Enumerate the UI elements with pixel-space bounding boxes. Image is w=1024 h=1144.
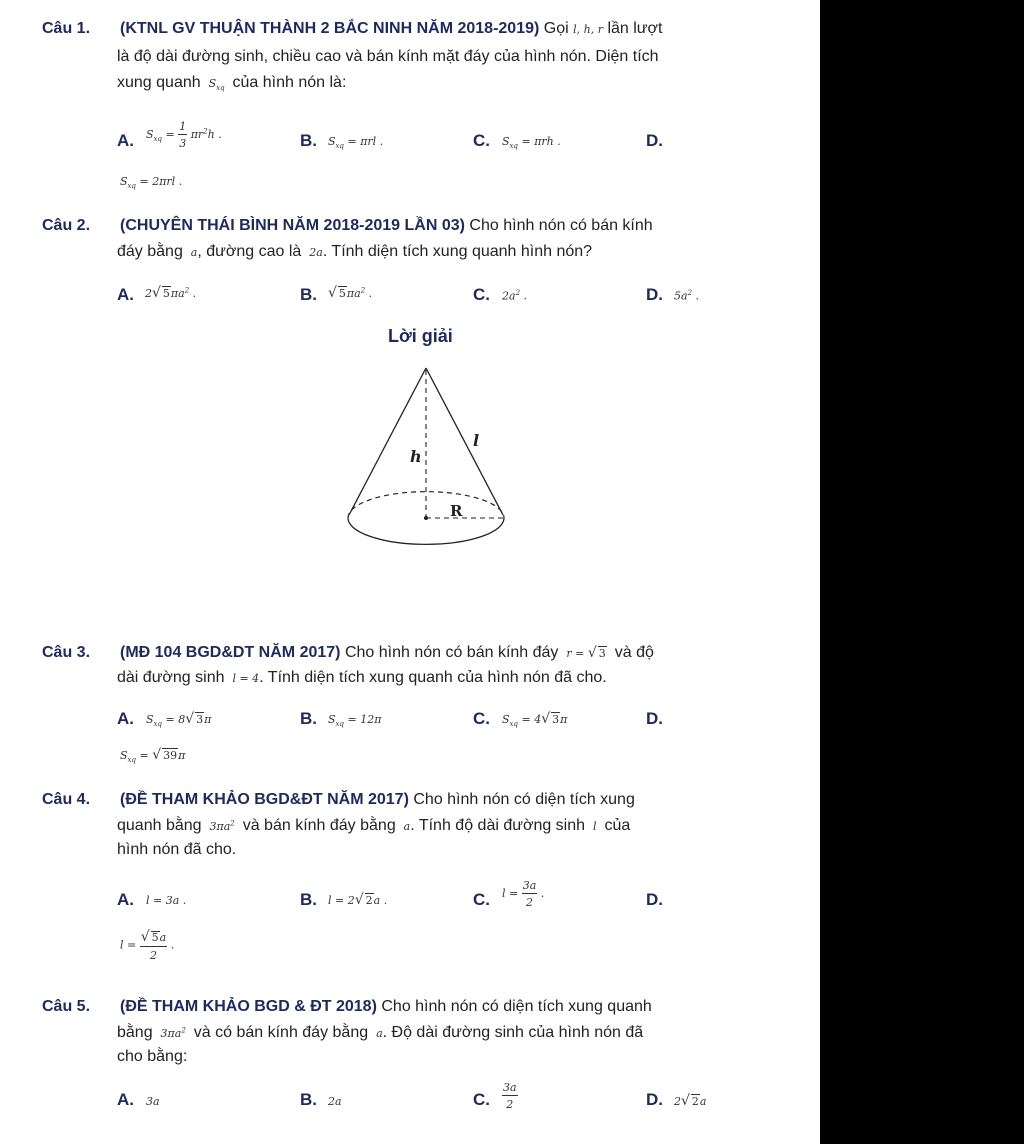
math-expr: $S_{xq}$	[205, 77, 225, 93]
question-text: , đường cao là	[197, 243, 302, 260]
question-text: Gọi	[543, 20, 569, 37]
option-c-math: l = $\frac{3a}{2}$ .	[502, 879, 545, 909]
option-c-label[interactable]: C.	[473, 131, 490, 150]
question-text: Cho hình nón có bán kính	[469, 217, 653, 234]
option-b-math: √ $5\pi a^2$ .	[328, 285, 373, 301]
question-text: của hình nón là:	[232, 74, 347, 91]
option-c-label[interactable]: C.	[473, 285, 490, 304]
question-stem	[120, 217, 653, 235]
option-d-math: $S_{xq}$ = √ 39π	[120, 747, 186, 765]
cone-base-front-edge	[348, 518, 504, 544]
question-source: (ĐỀ THAM KHẢO BGD & ĐT 2018)	[120, 998, 377, 1015]
question-text: và bán kính đáy bằng	[242, 817, 396, 834]
math-expr: a	[187, 246, 198, 259]
question-text: . Tính độ dài đường sinh	[410, 817, 586, 834]
option-b-math: $S_{xq} = 12\pi$	[328, 713, 382, 729]
question-stem	[120, 644, 654, 662]
option-a-label[interactable]: A.	[117, 890, 134, 909]
label-l: l	[473, 431, 480, 450]
option-c-label[interactable]: C.	[473, 890, 490, 909]
question-source: (CHUYÊN THÁI BÌNH NĂM 2018-2019 LẦN 03)	[120, 217, 465, 234]
question-number: Câu 5.	[42, 998, 91, 1015]
question-source: (KTNL GV THUẬN THÀNH 2 BẮC NINH NĂM 2018-2019)	[120, 20, 540, 37]
question-text: . Tính diện tích xung quanh của hình nón đã cho.	[259, 669, 607, 686]
option-c-math: $S_{xq} = \pi rh$ .	[502, 135, 561, 151]
cone-right-edge	[426, 368, 503, 515]
question-text-line	[117, 74, 346, 92]
option-b-label[interactable]: B.	[300, 709, 317, 728]
option-d-math: 2√ 2a	[674, 1093, 707, 1109]
option-a-math: l = 3a .	[146, 894, 187, 907]
question-text: . Độ dài đường sinh của hình nón đã	[382, 1024, 644, 1041]
question-text: đáy bằng	[117, 243, 183, 260]
question-text: và có bán kính đáy bằng	[193, 1024, 369, 1041]
question-stem	[120, 20, 662, 38]
option-a-math: $S_{xq} = 8√$ 3π	[146, 711, 212, 729]
cone-figure	[340, 360, 520, 550]
question-text-line	[117, 669, 607, 687]
question-number: Câu 4.	[42, 791, 91, 808]
question-text-line	[117, 817, 630, 835]
option-d-label[interactable]: D.	[646, 1090, 663, 1109]
option-c-label[interactable]: C.	[473, 709, 490, 728]
question-source: (ĐỀ THAM KHẢO BGD&ĐT NĂM 2017)	[120, 791, 409, 808]
label-h: h	[410, 447, 422, 466]
option-a-label[interactable]: A.	[117, 1090, 134, 1109]
option-d-label[interactable]: D.	[646, 131, 663, 150]
question-text: Cho hình nón có bán kính đáy	[344, 644, 559, 661]
question-text-line	[117, 1024, 643, 1042]
option-d-math: $5a^2$ .	[674, 289, 700, 303]
question-source: (MĐ 104 BGD&DT NĂM 2017)	[120, 644, 341, 661]
math-expr: l	[589, 820, 600, 833]
math-expr: a	[372, 1027, 383, 1040]
option-c-math: $S_{xq} = 4√$ 3π	[502, 711, 568, 729]
question-text: bằng	[117, 1024, 153, 1041]
question-number: Câu 2.	[42, 217, 91, 234]
option-d-label[interactable]: D.	[646, 709, 663, 728]
label-R: R	[450, 502, 463, 520]
question-text: Cho hình nón có diện tích xung	[413, 791, 635, 808]
question-text: . Tính diện tích xung quanh hình nón?	[322, 243, 593, 260]
question-text: là độ dài đường sinh, chiều cao và bán kính mặt đáy của hình nón. Diện tích	[117, 48, 659, 65]
question-stem	[120, 791, 635, 809]
math-expr: 2a	[305, 246, 323, 259]
option-a-label[interactable]: A.	[117, 131, 134, 150]
math-expr: l = 4	[228, 672, 260, 685]
cone-left-edge	[349, 368, 426, 515]
question-text: lần lượt	[607, 20, 663, 37]
question-number: Câu 3.	[42, 644, 91, 661]
question-text: và độ	[614, 644, 654, 661]
option-b-math: 2a	[328, 1095, 342, 1108]
question-stem	[120, 998, 652, 1016]
option-c-label[interactable]: C.	[473, 1090, 490, 1109]
math-expr: $3\pi a^2$	[205, 819, 235, 833]
question-text-line	[117, 243, 592, 261]
option-b-label[interactable]: B.	[300, 131, 317, 150]
question-text: của	[604, 817, 631, 834]
option-a-math: $S_{xq}$ = $\frac{1}{3}$ $\pi r^2h$ .	[146, 120, 222, 150]
option-b-label[interactable]: B.	[300, 285, 317, 304]
option-b-label[interactable]: B.	[300, 1090, 317, 1109]
option-c-math: $\frac{3a}{2}$	[503, 1081, 517, 1111]
option-a-label[interactable]: A.	[117, 285, 134, 304]
option-d-math: $S_{xq} = 2\pi rl$ .	[120, 175, 183, 191]
question-text: cho bằng:	[117, 1048, 188, 1065]
option-d-label[interactable]: D.	[646, 285, 663, 304]
math-expr: a	[400, 820, 411, 833]
option-b-math: $S_{xq} = \pi rl$ .	[328, 135, 384, 151]
option-b-math: l = 2√ 2a .	[328, 892, 388, 908]
option-b-label[interactable]: B.	[300, 890, 317, 909]
option-c-math: $2a^2$ .	[502, 289, 528, 303]
question-text: Cho hình nón có diện tích xung quanh	[381, 998, 652, 1015]
option-a-label[interactable]: A.	[117, 709, 134, 728]
solution-title: Lời giải	[388, 326, 453, 346]
question-text: dài đường sinh	[117, 669, 225, 686]
question-text: hình nón đã cho.	[117, 841, 237, 858]
math-expr: r = √ 3	[562, 645, 606, 661]
math-vars: l, h, r	[573, 23, 603, 36]
option-a-math: 3a	[146, 1095, 160, 1108]
option-d-label[interactable]: D.	[646, 890, 663, 909]
option-a-math: 2√ $5\pi a^2$ .	[145, 285, 197, 301]
cone-base-center	[424, 516, 428, 520]
question-text: xung quanh	[117, 74, 201, 91]
math-expr: $3\pi a^2$	[157, 1026, 186, 1040]
question-number: Câu 1.	[42, 20, 91, 37]
option-d-math: l = $\frac{√ 5a}{2}$ .	[120, 929, 175, 962]
question-text: quanh bằng	[117, 817, 202, 834]
